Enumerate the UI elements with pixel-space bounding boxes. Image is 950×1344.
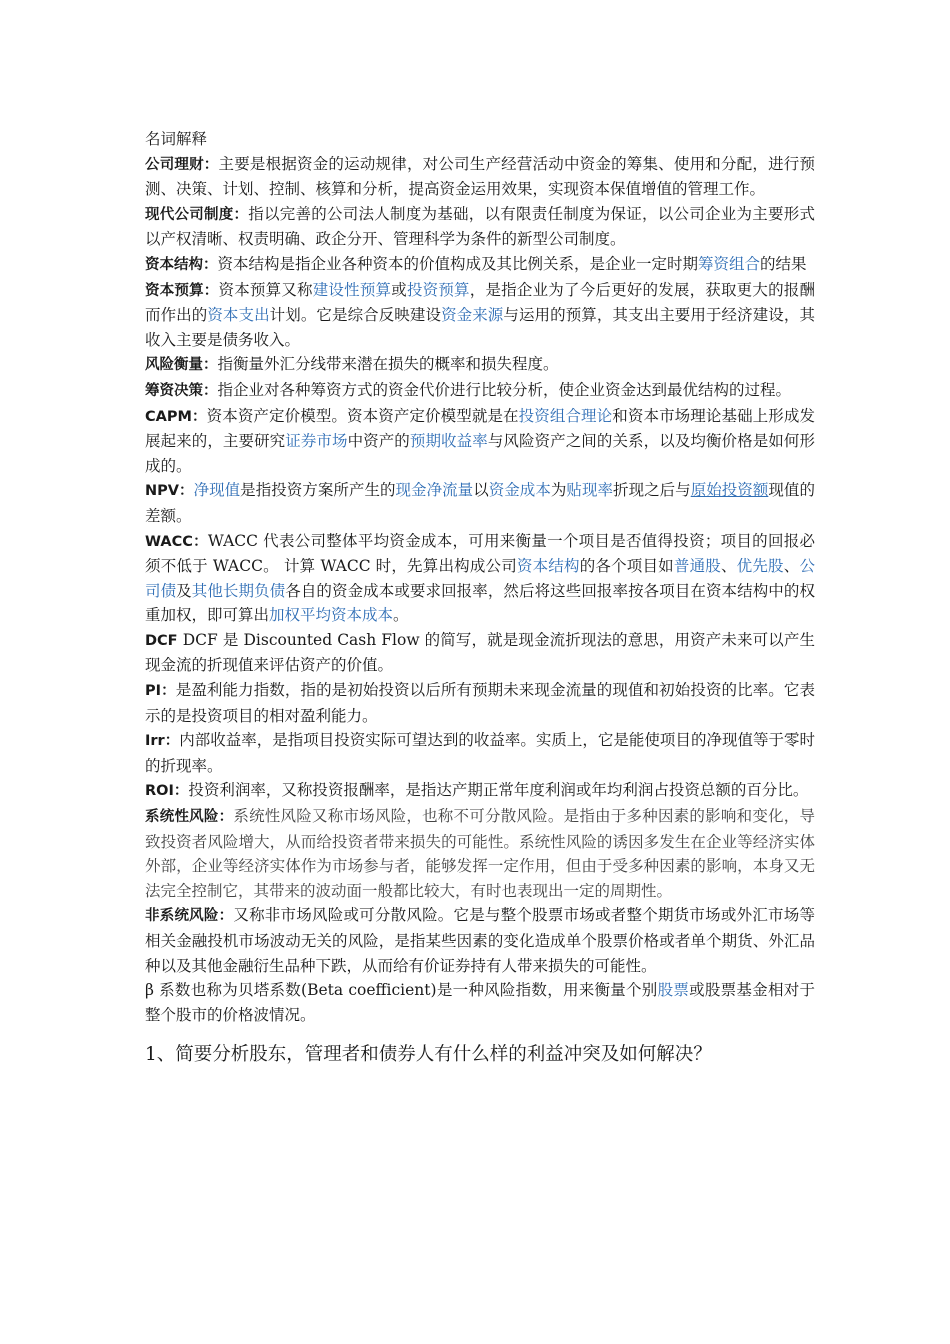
term-link[interactable]: 资本支出 xyxy=(207,306,270,325)
term-link[interactable]: 投资组合理论 xyxy=(518,406,613,425)
entry-term: 现代公司制度： xyxy=(145,206,249,223)
term-link[interactable]: 普通股 xyxy=(673,557,721,576)
entry-text: 和资本市场理论基础上形成发展起来的，主要研究 xyxy=(145,406,815,451)
question-heading: 1、简要分析股东，管理者和债券人有什么样的利益冲突及如何解决？ xyxy=(145,1044,712,1066)
entry-term: 资本结构： xyxy=(145,256,218,273)
entry-term: PI： xyxy=(145,683,176,700)
entry-text: 指衡量外汇分线带来潜在损失的概率和损失程度。 xyxy=(217,355,559,374)
glossary-entry xyxy=(145,378,815,404)
entry-term: NPV： xyxy=(145,483,194,500)
entry-text: 折现之后与 xyxy=(613,481,691,500)
glossary-entry xyxy=(145,728,815,778)
term-link[interactable]: 贴现率 xyxy=(566,481,614,500)
entry-text: 或 xyxy=(391,280,407,299)
entry-text: 计划。它是综合反映建设 xyxy=(269,306,442,325)
entry-text: 的各个项目如 xyxy=(579,557,674,576)
entry-text: 、 xyxy=(720,557,737,576)
entry-text: 或股票基金相对于整个股市的价格波情况。 xyxy=(145,981,815,1024)
entry-text: 是指投资方案所产生的 xyxy=(240,481,396,500)
entry-text: WACC 代表公司整体平均资金成本，可用来衡量一个项目是否值得投资；项目的回报必须不低于 WACC。 计算 WACC 时，先算出构成公司 xyxy=(145,531,815,576)
term-link[interactable]: 资金成本 xyxy=(488,481,551,500)
entry-term: ROI： xyxy=(145,783,189,800)
glossary-entry xyxy=(145,404,815,479)
entry-text: DCF 是 Discounted Cash Flow 的简写，就是现金流折现法的意思，用资产未来可以产生现金流的折现值来评估资产的价值。 xyxy=(145,630,815,675)
entry-text: 系统性风险又称市场风险，也称不可分散风险。是指由于多种因素的影响和变化，导致投资者风险增大，从而给投资者带来损失的可能性。系统性风险的诱因多发生在企业等经济实体外部，企业等经济实体作为市场参与者，能够发挥一定作用，但由于受多种因素的影响，本身又无法完全控制它，其带来的波动面一般都比较大，有时也表现出一定的周期性。 xyxy=(145,807,815,900)
term-link[interactable]: 股票 xyxy=(657,981,690,1000)
entry-text: 主要是根据资金的运动规律，对公司生产经营活动中资金的筹集、使用和分配，进行预测、决策、计划、控制、核算和分析，提高资金运用效果，实现资本保值增值的管理工作。 xyxy=(145,154,815,199)
glossary-entry xyxy=(145,278,815,353)
term-link[interactable]: 优先股 xyxy=(736,557,784,576)
entry-text: 以 xyxy=(473,481,489,500)
entry-term: 资本预算： xyxy=(145,282,219,299)
entry-text: 的结果 xyxy=(760,254,807,273)
entry-text: ，是指企业为了今后更好的发展，获取更大的报酬而作出的 xyxy=(145,280,815,325)
entry-term: 风险衡量： xyxy=(145,357,218,374)
entry-text: 资本结构是指企业各种资本的价值构成及其比例关系，是企业一定时期 xyxy=(217,254,699,273)
section-heading: 名词解释 xyxy=(145,130,208,148)
entry-text: 及 xyxy=(176,581,192,600)
glossary-entry xyxy=(145,678,815,728)
entry-term: DCF xyxy=(145,632,183,649)
glossary-entry xyxy=(145,529,815,628)
term-link[interactable]: 投资预算 xyxy=(406,280,470,299)
entry-text: 为 xyxy=(550,481,567,500)
glossary-entry xyxy=(145,152,815,202)
term-link[interactable]: 资金来源 xyxy=(441,306,504,325)
term-link[interactable]: 预期收益率 xyxy=(409,432,488,451)
glossary-entry xyxy=(145,478,815,528)
entry-text: 内部收益率，是指项目投资实际可望达到的收益率。实质上，它是能使项目的净现值等于零时的折现率。 xyxy=(145,731,815,775)
document-body xyxy=(145,127,815,1069)
entry-text: 指以完善的公司法人制度为基础，以有限责任制度为保证，以公司企业为主要形式以产权清晰、权责明确、政企分开、管理科学为条件的新型公司制度。 xyxy=(145,204,815,249)
entry-term: Irr： xyxy=(145,733,180,750)
term-link[interactable]: 证券市场 xyxy=(285,432,348,451)
entry-text: 资本预算又称 xyxy=(218,280,313,299)
entry-text: 。 xyxy=(393,606,409,625)
entry-text: 各自的资金成本或要求回报率，然后将这些回报率按各项目在资本结构中的权重加权，即可算出 xyxy=(145,581,815,625)
entry-text: β 系数也称为贝塔系数(Beta coefficient)是一种风险指数，用来衡量个别 xyxy=(145,981,658,1000)
entry-text: 是盈利能力指数，指的是初始投资以后所有预期未来现金流量的现值和初始投资的比率。它表示的是投资项目的相对盈利能力。 xyxy=(145,681,815,725)
entry-text: 、 xyxy=(783,557,800,576)
glossary-entry xyxy=(145,628,815,678)
entry-text: 又称非市场风险或可分散风险。它是与整个股票市场或者整个期货市场或外汇市场等相关金融投机市场波动无关的风险，是指某些因素的变化造成单个股票价格或者单个期货、外汇品种以及其他金融衍生品种下跌，从而给有价证券持有人带来损失的可能性。 xyxy=(145,906,815,975)
glossary-entry xyxy=(145,804,815,903)
term-link[interactable]: 其他长期负债 xyxy=(191,581,286,600)
entry-text: 投资利润率，又称投资报酬率，是指达产期正常年度利润或年均利润占投资总额的百分比。 xyxy=(188,781,809,800)
entry-term: WACC： xyxy=(145,533,208,550)
term-link[interactable]: 原始投资额 xyxy=(690,481,769,500)
glossary-entry xyxy=(145,903,815,978)
entry-text: 中资产的 xyxy=(347,432,410,451)
glossary-entry xyxy=(145,352,815,378)
term-link[interactable]: 公司债 xyxy=(145,557,815,600)
entry-term: 非系统风险： xyxy=(145,908,234,925)
entry-text: 现值的差额。 xyxy=(145,481,815,525)
term-link[interactable]: 建设性预算 xyxy=(312,280,392,299)
entry-text: 与风险资产之间的关系，以及均衡价格是如何形成的。 xyxy=(145,432,815,475)
term-link[interactable]: 资本结构 xyxy=(516,557,580,576)
entry-term: 公司理财： xyxy=(145,156,219,173)
entry-term: 系统性风险： xyxy=(145,809,234,826)
glossary-entry xyxy=(145,978,815,1027)
glossary-entry xyxy=(145,202,815,252)
term-link[interactable]: 净现值 xyxy=(193,481,241,500)
glossary-list xyxy=(145,152,815,1028)
entry-text: 与运用的预算，其支出主要用于经济建设，其收入主要是债务收入。 xyxy=(145,306,815,349)
glossary-entry xyxy=(145,252,815,278)
entry-term: 筹资决策： xyxy=(145,382,218,399)
term-link[interactable]: 加权平均资本成本 xyxy=(269,606,394,625)
entry-term: CAPM： xyxy=(145,408,207,425)
term-link[interactable]: 筹资组合 xyxy=(698,254,761,273)
term-link[interactable]: 现金净流量 xyxy=(395,481,474,500)
glossary-entry xyxy=(145,778,815,804)
entry-text: 指企业对各种筹资方式的资金代价进行比较分析，使企业资金达到最优结构的过程。 xyxy=(217,380,792,399)
entry-text: 资本资产定价模型。资本资产定价模型就是在 xyxy=(206,406,519,425)
